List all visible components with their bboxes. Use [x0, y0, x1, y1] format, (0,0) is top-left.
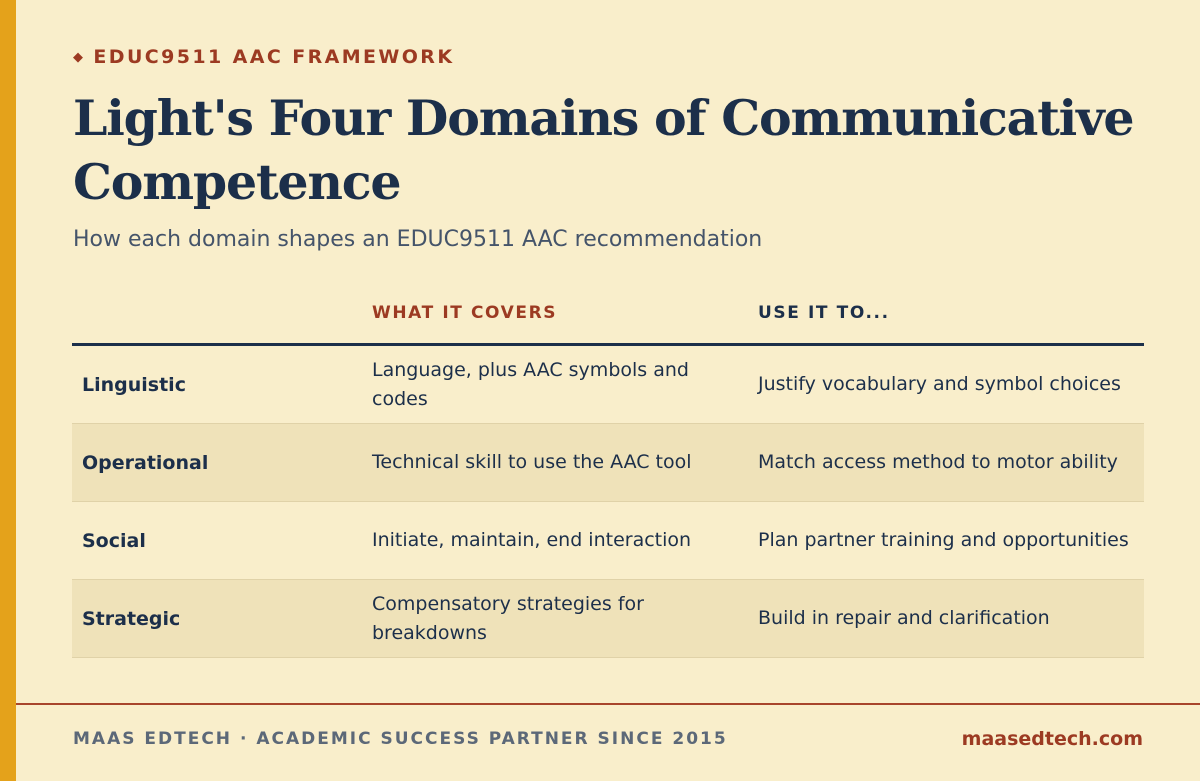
domain-name: Social: [82, 529, 146, 552]
footer-website: maasedtech.com: [961, 728, 1143, 750]
table-row-social: [72, 502, 1144, 580]
domain-name: Linguistic: [82, 373, 186, 396]
table-row-linguistic: [72, 346, 1144, 424]
domain-name: Operational: [82, 451, 209, 474]
covers-cell: Technical skill to use the AAC tool: [372, 451, 692, 473]
table-row-strategic: [72, 580, 1144, 658]
page-subtitle: How each domain shapes an EDUC9511 AAC recommendation: [73, 227, 763, 252]
use-cell: Match access method to motor ability: [758, 451, 1118, 473]
left-accent-bar: [0, 0, 16, 781]
use-cell: Plan partner training and opportunities: [758, 529, 1129, 551]
domains-table: [72, 290, 1144, 658]
table-row-operational: [72, 424, 1144, 502]
footer-divider: [16, 703, 1200, 705]
use-cell: Justify vocabulary and symbol choices: [758, 373, 1121, 395]
domain-name: Strategic: [82, 607, 181, 630]
table-header: [72, 290, 1144, 346]
use-cell: Build in repair and clarification: [758, 607, 1050, 629]
column-header-use: USE IT TO...: [758, 303, 890, 323]
eyebrow-label: [73, 46, 454, 68]
covers-cell: Language, plus AAC symbols and codes: [372, 358, 689, 410]
covers-cell: Compensatory strategies for breakdowns: [372, 592, 644, 644]
column-header-covers: WHAT IT COVERS: [372, 303, 558, 323]
page-title: Light's Four Domains of Communicative Competence: [73, 89, 1134, 211]
eyebrow-text: EDUC9511 AAC FRAMEWORK: [93, 46, 455, 68]
covers-cell: Initiate, maintain, end interaction: [372, 529, 692, 551]
diamond-icon: ◆: [73, 50, 86, 65]
footer-tagline: MAAS EDTECH · ACADEMIC SUCCESS PARTNER SINCE 2015: [73, 729, 728, 749]
